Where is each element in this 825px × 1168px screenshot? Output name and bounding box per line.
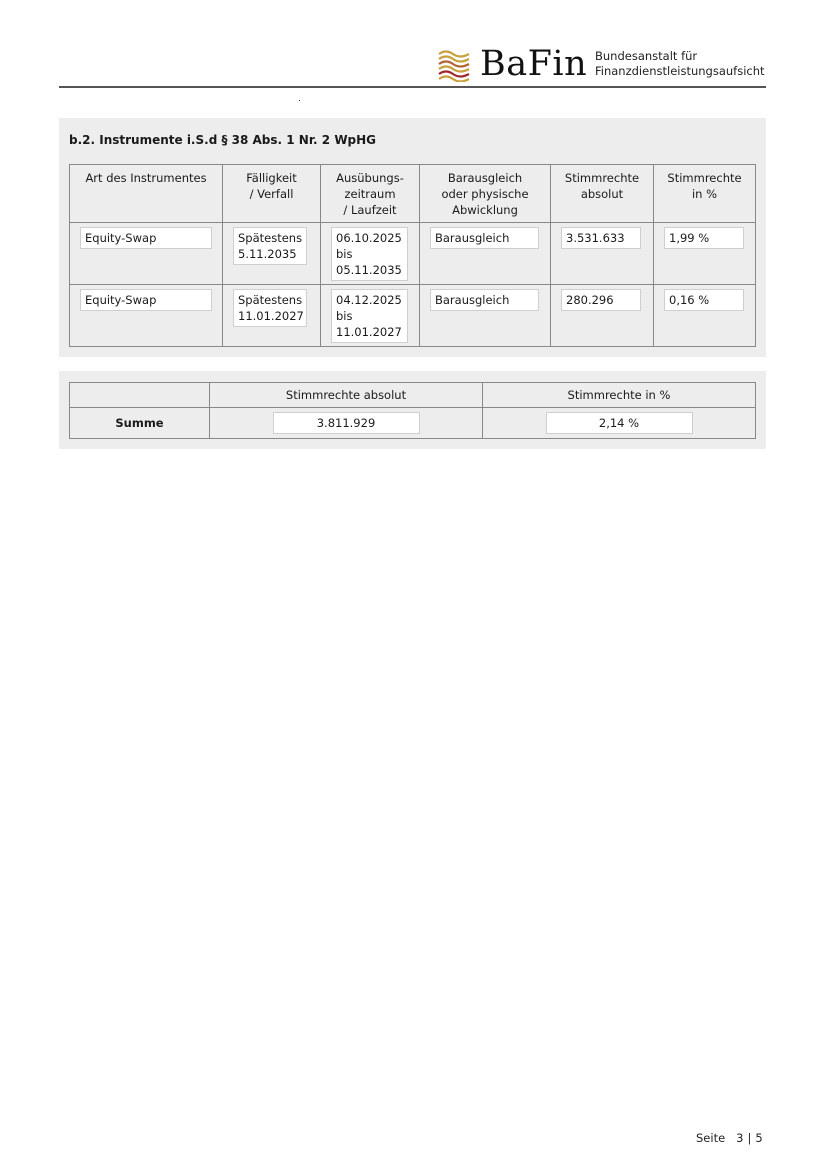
summary-header-absolut: Stimmrechte absolut [210, 383, 483, 408]
page-header [0, 0, 825, 90]
section-title: b.2. Instrumente i.S.d § 38 Abs. 1 Nr. 2 WpHG [69, 133, 377, 147]
table-row [70, 223, 756, 285]
agency-name [595, 49, 765, 79]
column-header-stimmrechte-prozent: Stimmrechte in % [654, 165, 756, 223]
summary-row [70, 408, 756, 439]
summary-label: Summe [70, 408, 210, 439]
column-header-stimmrechte-absolut: Stimmrechte absolut [551, 165, 654, 223]
stimmrechte-absolut-field[interactable]: 280.296 [561, 289, 641, 311]
instruments-table [69, 164, 756, 347]
stray-dot [299, 100, 300, 101]
art-field[interactable]: Equity-Swap [80, 227, 212, 249]
stimmrechte-absolut-field[interactable]: 3.531.633 [561, 227, 641, 249]
column-header-faelligkeit: Fälligkeit / Verfall [223, 165, 321, 223]
page-number: 3 [736, 1131, 744, 1145]
page-total: 5 [755, 1131, 763, 1145]
agency-line-2: Finanzdienstleistungsaufsicht [595, 64, 765, 78]
summary-header-prozent: Stimmrechte in % [483, 383, 756, 408]
summary-panel [59, 371, 766, 449]
summary-prozent-field[interactable]: 2,14 % [546, 412, 693, 434]
abwicklung-field[interactable]: Barausgleich [430, 227, 539, 249]
column-header-abwicklung: Barausgleich oder physische Abwicklung [420, 165, 551, 223]
agency-line-1: Bundesanstalt für [595, 49, 698, 63]
table-row [70, 285, 756, 347]
abwicklung-field[interactable]: Barausgleich [430, 289, 539, 311]
ausuebung-field[interactable]: 04.12.2025 bis 11.01.2027 [331, 289, 408, 343]
stimmrechte-prozent-field[interactable]: 1,99 % [664, 227, 744, 249]
ausuebung-field[interactable]: 06.10.2025 bis 05.11.2035 [331, 227, 408, 281]
instruments-panel [59, 118, 766, 357]
art-field[interactable]: Equity-Swap [80, 289, 212, 311]
header-divider [59, 86, 766, 88]
bafin-wave-icon [437, 48, 471, 82]
table-header-row [70, 165, 756, 223]
page-footer [696, 1131, 763, 1145]
page-separator: | [747, 1131, 752, 1145]
faelligkeit-field[interactable]: Spätestens 5.11.2035 [233, 227, 307, 265]
summary-header-empty [70, 383, 210, 408]
column-header-ausuebung: Ausübungs- zeitraum / Laufzeit [321, 165, 420, 223]
column-header-art: Art des Instrumentes [70, 165, 223, 223]
page-label: Seite [696, 1131, 726, 1145]
summary-absolut-field[interactable]: 3.811.929 [273, 412, 420, 434]
summary-header-row [70, 383, 756, 408]
faelligkeit-field[interactable]: Spätestens 11.01.2027 [233, 289, 307, 327]
logo-name: BaFin [480, 44, 588, 84]
stimmrechte-prozent-field[interactable]: 0,16 % [664, 289, 744, 311]
summary-table [69, 382, 756, 439]
